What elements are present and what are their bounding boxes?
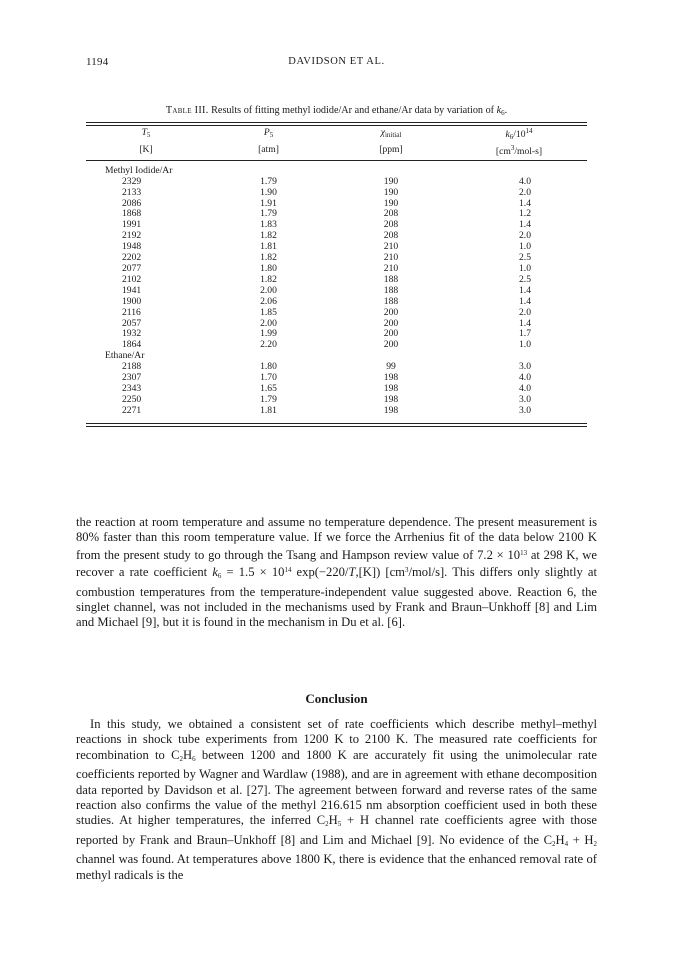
table-cell: 1.80	[260, 262, 277, 274]
table-group-label: Methyl Iodide/Ar	[105, 164, 173, 176]
table-cell: 1.4	[519, 197, 531, 209]
table-cell: 2250	[122, 393, 142, 405]
table-cell: 2188	[122, 361, 142, 373]
table-cell: 188	[383, 273, 399, 285]
table-row	[86, 177, 587, 188]
table-row	[86, 242, 587, 253]
table-cell: 2.06	[260, 295, 277, 307]
table-cell: 3.0	[519, 393, 531, 405]
table-cell: 1.2	[519, 208, 531, 220]
paragraph-conclusion: In this study, we obtained a consistent set of rate coefficients which describe methyl–methyl reactions in shock tube experiments from 1200 K to 2100 K. The measured rate coefficients for recombination to $C_2H_6$ between 1200 and 1800 K are accurately fit using the unimolecular rate coefficients reported by Wagner and Wardlaw (1988), and are in agreement with ethane decomposition data reported by Davidson et al. [27]. The agreement between forward and reverse rates of the same reaction also confirms the value of the methyl 216.615 nm absorption coefficient used in both these studies. At higher temperatures, the inferred $C_2H_5 + H$ channel rate coefficients agree with those reported by Frank and Braun–Unkhoff [8] and Lim and Michael [9]. No evidence of the $C_2H_4 + H_2$ channel was found. At temperatures above 1800 K, there is evidence that the enhanced removal rate of methyl radicals is the	[76, 717, 597, 882]
table-cell: 2077	[122, 262, 142, 274]
table-cell: 1.4	[519, 284, 531, 296]
body-paragraph	[76, 717, 597, 883]
table-cell: 190	[383, 197, 399, 209]
table-caption-label: Table III.	[165, 105, 209, 116]
table-caption-text: Results of fitting methyl iodide/Ar and ethane/Ar data by variation of $k_6$.	[211, 105, 508, 117]
table-row	[86, 373, 587, 384]
table-cell: 1.79	[260, 208, 277, 220]
table-cell: 1.91	[260, 197, 277, 209]
column-unit: [K]	[139, 143, 153, 155]
table-cell: 1.82	[260, 273, 277, 285]
table-cell: 1.79	[260, 393, 277, 405]
table-row	[86, 395, 587, 406]
table-cell: 1.81	[260, 241, 277, 253]
table-caption	[0, 105, 673, 117]
table-cell: 1.80	[260, 361, 277, 373]
table-cell: 4.0	[519, 382, 531, 394]
table-cell: 1.85	[260, 306, 277, 318]
table-cell: 1932	[122, 328, 142, 340]
table-cell: 2192	[122, 230, 142, 242]
column-header: $\chi_{initial}$	[380, 127, 402, 139]
table-cell: 2116	[122, 306, 141, 318]
table-group-row	[86, 166, 587, 177]
table-row	[86, 406, 587, 417]
table-cell: 1.82	[260, 252, 277, 264]
table-row	[86, 340, 587, 351]
column-header: $T_5$	[141, 127, 151, 139]
table-cell: 1.65	[260, 382, 277, 394]
column-unit: [atm]	[258, 143, 279, 155]
table-cell: 210	[383, 252, 399, 264]
table-cell: 1.83	[260, 219, 277, 231]
table-cell: 3.0	[519, 404, 531, 416]
table-cell: 200	[383, 339, 399, 351]
table-cell: 2.5	[519, 252, 531, 264]
table-row	[86, 275, 587, 286]
table-cell: 188	[383, 295, 399, 307]
table-cell: 2102	[122, 273, 142, 285]
table-cell: 2.00	[260, 317, 277, 329]
running-head: DAVIDSON ET AL.	[288, 56, 385, 67]
table-cell: 1868	[122, 208, 142, 220]
table-row	[86, 329, 587, 340]
table-row	[86, 384, 587, 395]
table-cell: 1.70	[260, 372, 277, 384]
table-cell: 1.79	[260, 175, 277, 187]
paragraph-continued: the reaction at room temperature and assume no temperature dependence. The present measurement is 80% faster than this room temperature value. If we force the Arrhenius fit of the data below 2100 K from the present study to go through the Tsang and Hampson review value of $7.2 \times 10^{13}$ at 298 K, we recover a rate coefficient $k_6 = 1.5 \times 10^{14}$ exp(−220/T,[K]) $[cm^3/mol/s]$. This differs only slightly at combustion temperatures from the temperature-independent value suggested above. Reaction 6, the singlet channel, was not included in the mechanisms used by Frank and Braun–Unkhoff [8] and Lim and Michael [9], but it is found in the mechanism in Du et al. [6].	[76, 515, 597, 630]
table-header-row	[86, 126, 587, 143]
table-cell: 1.99	[260, 328, 277, 340]
table-unit-row	[86, 143, 587, 158]
table-cell: 198	[383, 372, 399, 384]
table-cell: 2307	[122, 372, 142, 384]
table-cell: 1.0	[519, 241, 531, 253]
table-row	[86, 362, 587, 373]
table-cell: 2271	[122, 404, 142, 416]
table-cell: 190	[383, 186, 399, 198]
table-row	[86, 220, 587, 231]
table-cell: 3.0	[519, 361, 531, 373]
table-cell: 200	[383, 306, 399, 318]
table-cell: 2133	[122, 186, 142, 198]
table-row	[86, 253, 587, 264]
table-cell: 1864	[122, 339, 142, 351]
table-cell: 198	[383, 404, 399, 416]
table-cell: 210	[383, 262, 399, 274]
table-cell: 1.82	[260, 230, 277, 242]
table-cell: 198	[383, 393, 399, 405]
table-cell: 2202	[122, 252, 142, 264]
table-cell: 2329	[122, 175, 142, 187]
table-cell: 200	[383, 317, 399, 329]
section-heading: Conclusion	[305, 691, 368, 706]
table-bottom-rule	[86, 423, 587, 427]
table-header-rule	[86, 160, 587, 161]
page-header	[86, 56, 587, 72]
table-cell: 208	[383, 208, 399, 220]
table-cell: 198	[383, 382, 399, 394]
table-cell: 1900	[122, 295, 142, 307]
table-cell: 1.0	[519, 262, 531, 274]
table-cell: 2.0	[519, 186, 531, 198]
column-unit: $[cm^3/mol-s]$	[495, 143, 543, 157]
table-cell: 4.0	[519, 175, 531, 187]
table-row	[86, 264, 587, 275]
table-cell: 1.4	[519, 219, 531, 231]
table-cell: 1.90	[260, 186, 277, 198]
table-cell: 2343	[122, 382, 142, 394]
table-cell: 190	[383, 175, 399, 187]
table-row	[86, 188, 587, 199]
table-cell: 2.00	[260, 284, 277, 296]
table-row	[86, 209, 587, 220]
table-cell: 1.4	[519, 317, 531, 329]
table-cell: 1.7	[519, 328, 531, 340]
results-table	[86, 122, 587, 427]
table-row	[86, 231, 587, 242]
table-cell: 1.4	[519, 295, 531, 307]
column-header: $k_6/10^{14}$	[505, 127, 533, 141]
table-cell: 200	[383, 328, 399, 340]
results-table-grid	[86, 126, 587, 158]
table-cell: 1941	[122, 284, 142, 296]
table-row	[86, 286, 587, 297]
table-cell: 188	[383, 284, 399, 296]
table-cell: 1.81	[260, 404, 277, 416]
table-cell: 1948	[122, 241, 142, 253]
results-table-body	[86, 166, 587, 417]
column-header: $P_5$	[263, 127, 274, 139]
table-cell: 208	[383, 230, 399, 242]
table-group-row	[86, 351, 587, 362]
table-row	[86, 297, 587, 308]
table-cell: 2057	[122, 317, 142, 329]
table-row	[86, 319, 587, 330]
table-cell: 208	[383, 219, 399, 231]
table-cell: 210	[383, 241, 399, 253]
table-row	[86, 308, 587, 319]
body-paragraph	[76, 515, 597, 631]
table-cell: 2086	[122, 197, 142, 209]
table-cell: 2.0	[519, 306, 531, 318]
table-cell: 1.0	[519, 339, 531, 351]
table-cell: 99	[386, 361, 396, 373]
column-unit: [ppm]	[379, 143, 403, 155]
table-row	[86, 199, 587, 210]
page-number: 1194	[86, 56, 109, 68]
table-cell: 4.0	[519, 372, 531, 384]
table-cell: 1991	[122, 219, 142, 231]
table-cell: 2.20	[260, 339, 277, 351]
table-group-label: Ethane/Ar	[105, 350, 145, 362]
table-cell: 2.5	[519, 273, 531, 285]
table-cell: 2.0	[519, 230, 531, 242]
